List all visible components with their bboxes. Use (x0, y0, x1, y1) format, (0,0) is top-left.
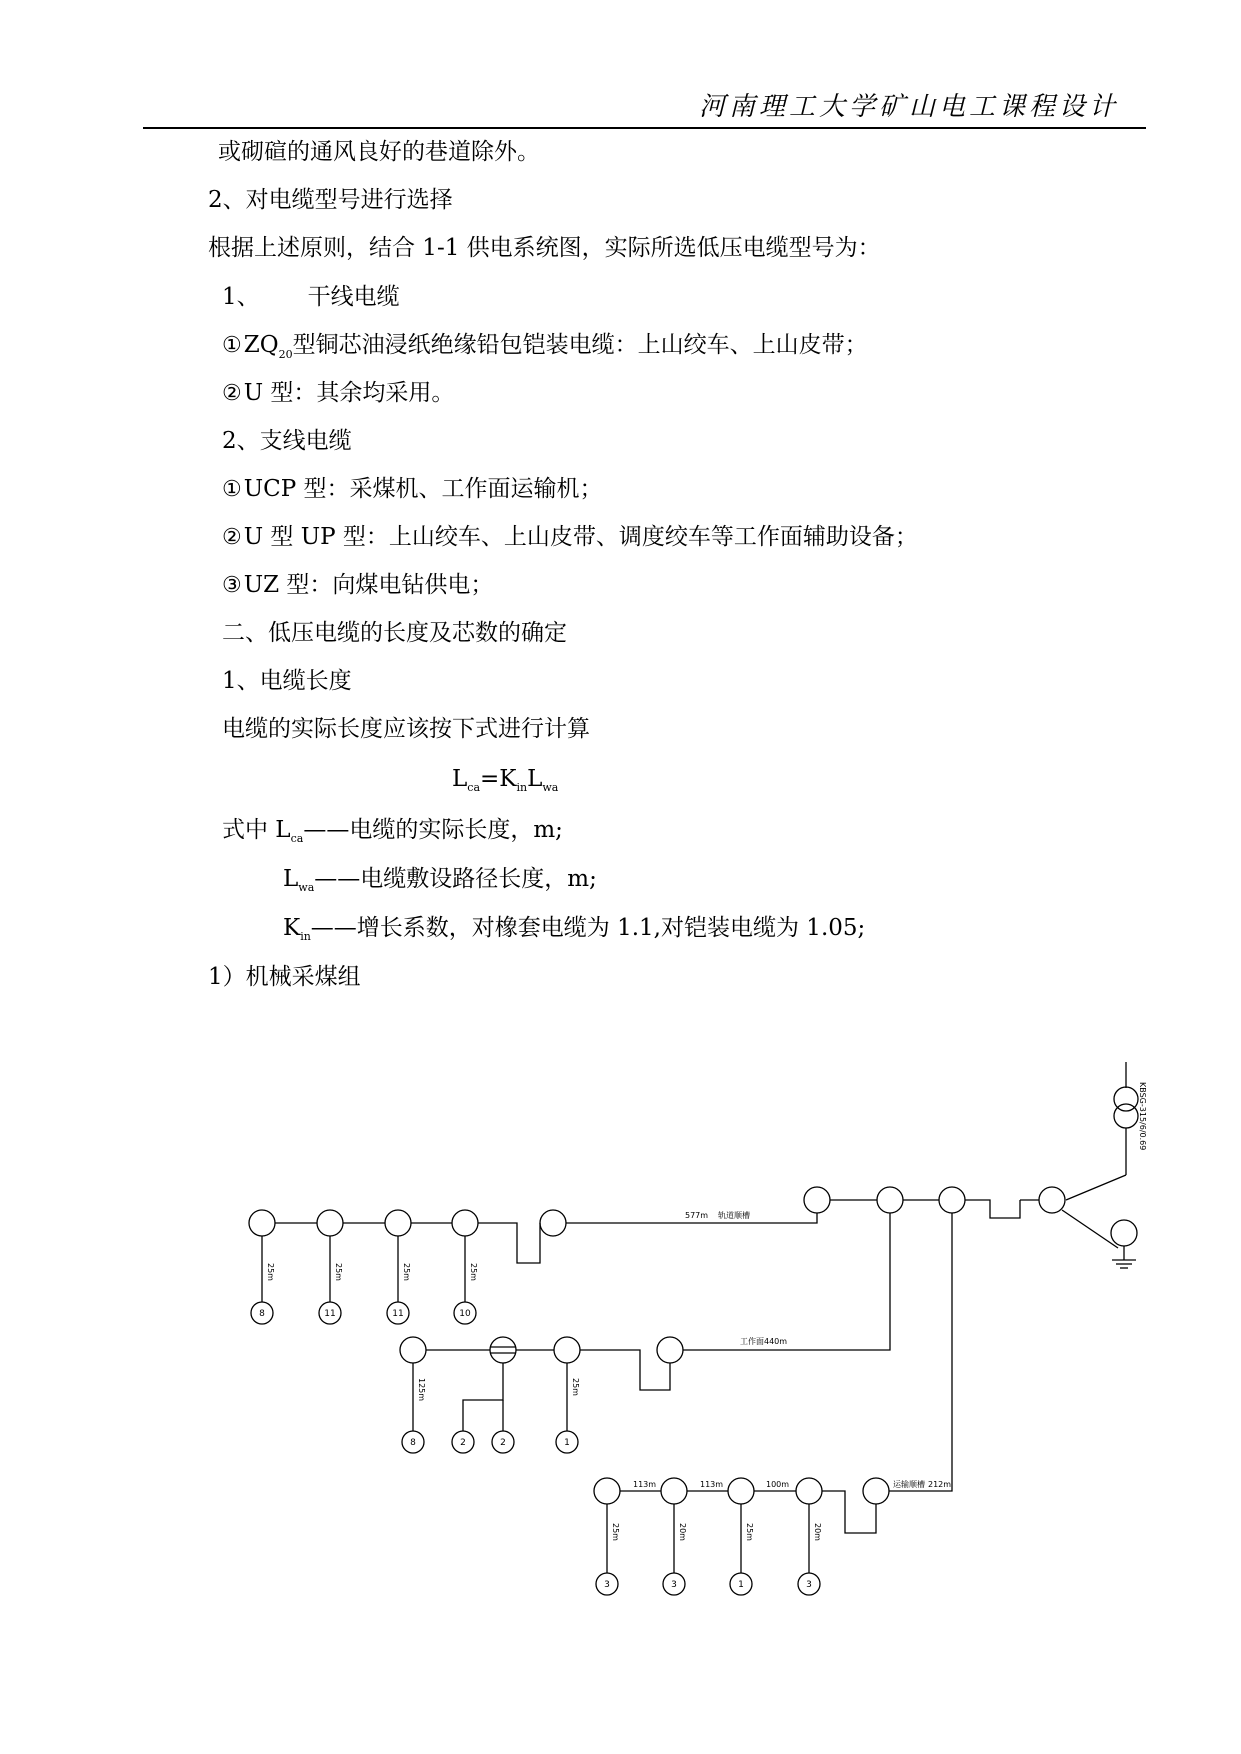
variable-description: ——增长系数，对橡套电缆为 1.1,对铠装电缆为 1.05; (310, 915, 866, 941)
formula-symbol: L (452, 766, 468, 792)
cable-length-label: 577m (685, 1211, 709, 1220)
cable-route-label: 运输顺槽 (893, 1480, 925, 1489)
load-number: 2 (460, 1438, 466, 1448)
variable-subscript: in (300, 930, 311, 943)
circled-number-1: ① (222, 477, 242, 502)
text-line-2: 2、对电缆型号进行选择 (208, 187, 453, 213)
bus-segment-label: 113m (633, 1480, 657, 1489)
text-line-14: 1）机械采煤组 (208, 964, 361, 990)
formula-symbol: L (527, 766, 543, 792)
transformer-label: KBSG-315/6/0.69 (1138, 1082, 1147, 1151)
branch-length-label: 25m (334, 1263, 343, 1281)
combined-switch-symbol (490, 1337, 516, 1363)
load-number: 3 (806, 1580, 812, 1590)
switch-symbol (796, 1478, 822, 1504)
formula-subscript: ca (467, 781, 480, 794)
switch-symbol (554, 1337, 580, 1363)
switch-symbol (728, 1478, 754, 1504)
cable-description: 型铜芯油浸纸绝缘铅包铠装电缆：上山绞车、上山皮带； (292, 332, 868, 358)
grounding-switch (1111, 1220, 1137, 1246)
cable-model-subscript: 20 (278, 348, 293, 361)
cable-description: U 型：其余均采用。 (243, 380, 455, 406)
transformer-winding (1114, 1104, 1138, 1128)
formula-symbol: =K (480, 766, 517, 792)
branch-length-label: 125m (417, 1378, 426, 1402)
text-line-1: 或砌碹的通风良好的巷道除外。 (218, 139, 540, 165)
load-number: 3 (604, 1580, 610, 1590)
circled-number-3: ③ (222, 573, 242, 598)
circled-number-2: ② (222, 381, 242, 406)
text-line-7: 2、支线电缆 (222, 428, 352, 454)
branch-cable (463, 1363, 503, 1431)
branch-length-label: 25m (469, 1263, 478, 1281)
branch-length-label: 25m (402, 1263, 411, 1281)
variable-subscript: wa (298, 881, 315, 894)
list-number: 1、 (222, 284, 260, 310)
cable-description: UCP 型：采煤机、工作面运输机； (243, 476, 603, 502)
text-line-3: 根据上述原则，结合 1-1 供电系统图，实际所选低压电缆型号为： (208, 235, 881, 261)
grounding-line (1062, 1210, 1118, 1248)
variable-description: ——电缆的实际长度，m; (303, 817, 563, 843)
load-number: 10 (459, 1309, 471, 1319)
bus-line (496, 1223, 540, 1263)
branch-length-label: 25m (745, 1523, 754, 1541)
cable-description: U 型 UP 型：上山绞车、上山皮带、调度绞车等工作面辅助设备； (243, 524, 918, 550)
branch-length-label: 20m (813, 1523, 822, 1541)
bus-segment-label: 100m (766, 1480, 790, 1489)
bus-line (822, 1491, 876, 1533)
cable-length-label: 212m (928, 1480, 952, 1489)
lower-feeder-cable (889, 1213, 952, 1491)
branch-length-label: 25m (266, 1263, 275, 1281)
switch-symbol (400, 1337, 426, 1363)
variable-symbol: 式中 L (222, 817, 291, 843)
load-number: 1 (564, 1438, 570, 1448)
switch-symbol (1039, 1187, 1065, 1213)
switch-symbol (657, 1337, 683, 1363)
load-number: 8 (410, 1438, 416, 1448)
switch-symbol (661, 1478, 687, 1504)
page-header-title: 河南理工大学矿山电工课程设计 (698, 92, 1119, 122)
load-number: 2 (500, 1438, 506, 1448)
switch-symbol (804, 1187, 830, 1213)
switch-symbol (863, 1478, 889, 1504)
cable-length-label: 440m (764, 1337, 788, 1346)
switch-symbol (594, 1478, 620, 1504)
working-face-feeder (683, 1213, 890, 1350)
bus-segment-label: 113m (700, 1480, 724, 1489)
variable-description: ——电缆敷设路径长度，m; (314, 866, 597, 892)
switch-symbol (385, 1210, 411, 1236)
list-text: 干线电缆 (307, 284, 400, 310)
cable-description: UZ 型：向煤电钻供电； (243, 572, 494, 598)
cable-model: ZQ (243, 332, 279, 358)
formula-subscript: wa (542, 781, 559, 794)
branch-length-label: 25m (611, 1523, 620, 1541)
load-number: 3 (671, 1580, 677, 1590)
load-number: 1 (738, 1580, 744, 1590)
load-number: 11 (324, 1309, 336, 1319)
circled-number-1: ① (222, 333, 242, 358)
text-line-13: 电缆的实际长度应该按下式进行计算 (222, 716, 590, 742)
feeder-line (1066, 1175, 1126, 1200)
variable-symbol: K (283, 915, 301, 941)
branch-length-label: 25m (571, 1378, 580, 1396)
switch-symbol (317, 1210, 343, 1236)
text-line-11: 二、低压电缆的长度及芯数的确定 (222, 620, 567, 646)
switch-symbol (939, 1187, 965, 1213)
load-number: 8 (259, 1309, 265, 1319)
load-number: 11 (392, 1309, 404, 1319)
formula-subscript: in (516, 781, 528, 794)
variable-subscript: ca (290, 832, 304, 845)
switch-symbol (452, 1210, 478, 1236)
text-line-12: 1、电缆长度 (222, 668, 352, 694)
bus-line (580, 1350, 670, 1390)
circled-number-2: ② (222, 525, 242, 550)
switch-symbol (540, 1210, 566, 1236)
switch-symbol (877, 1187, 903, 1213)
switch-symbol (249, 1210, 275, 1236)
branch-length-label: 20m (678, 1523, 687, 1541)
bus-line (965, 1200, 1020, 1218)
cable-route-label: 轨道顺槽 (718, 1211, 750, 1220)
variable-symbol: L (283, 866, 299, 892)
cable-route-label: 工作面 (740, 1337, 764, 1346)
